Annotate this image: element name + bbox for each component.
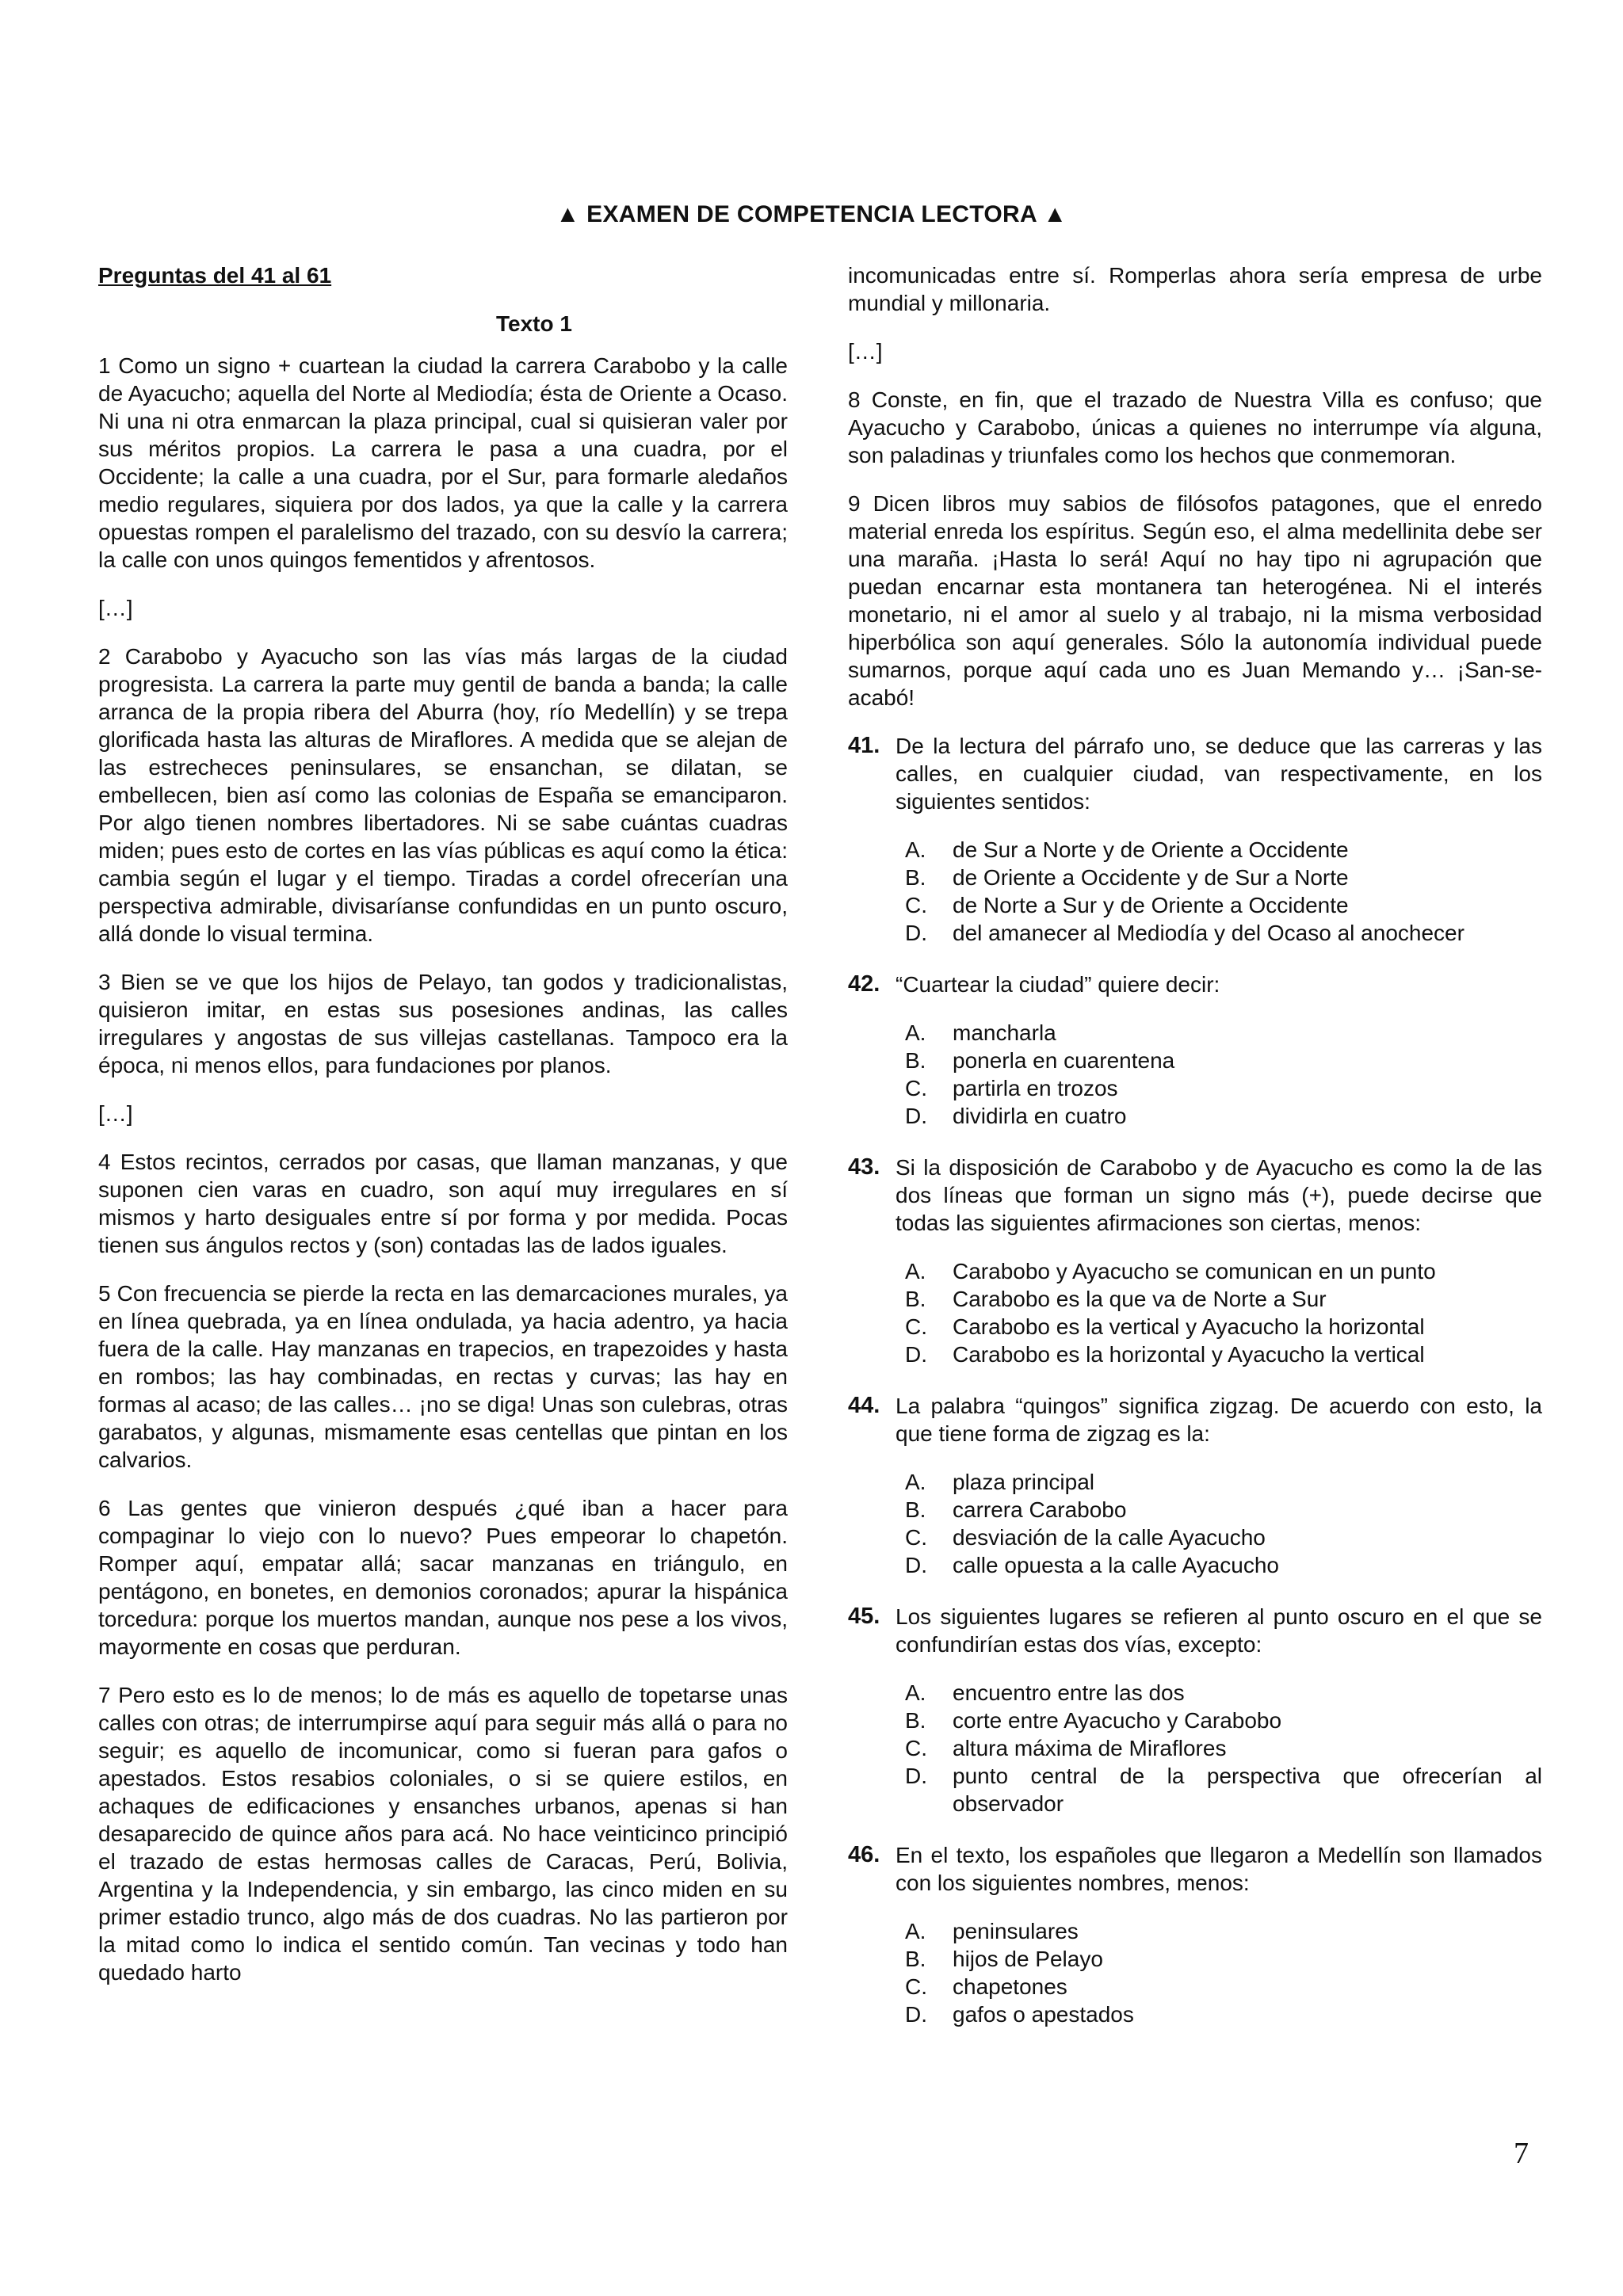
ellipsis-1: […] — [98, 596, 133, 620]
option-text: de Oriente a Occidente y de Sur a Norte — [953, 865, 1349, 890]
answer-option — [905, 919, 1542, 947]
option-letter: A. — [905, 1680, 926, 1705]
question-number: 41. — [848, 733, 880, 758]
question-stem — [848, 732, 1542, 815]
option-letter: A. — [905, 1919, 926, 1943]
option-text: mancharla — [953, 1020, 1056, 1045]
page-title: ▲ EXAMEN DE COMPETENCIA LECTORA ▲ — [556, 201, 1067, 227]
option-text: gafos o apestados — [953, 2002, 1134, 2027]
option-letter: D. — [905, 1764, 927, 1788]
answer-option — [905, 1945, 1542, 1973]
paragraph-2: 2 Carabobo y Ayacucho son las vías más largas de la ciudad progresista. La carrera la parte muy gentil de banda a banda; la calle arranca de la propia ribera del Aburra (hoy, río Medellín) y se trepa glorificada hasta las alturas de Miraflores. A medida que se alejan de las estrecheces peninsulares, se ensanchan, se dilatan, se embellecen, bien así como las colonias de España se emanciparon. Por algo tienen nombres libertadores. Ni se sabe cuántas cuadras miden; pues esto de cortes en las vías públicas es aquí como la ética: cambia según el lugar y el tiempo. Tiradas a cordel ofrecerían una perspectiva admirable, divisaríanse confundidas en un punto oscuro, allá donde lo visual termina. — [98, 644, 788, 946]
option-letter: D. — [905, 1104, 927, 1128]
paragraph-5: 5 Con frecuencia se pierde la recta en las demarcaciones murales, ya en línea quebrada, ya en línea ondulada, ya hacia adentro, ya hacia fuera de la calle. Hay manzanas en trapecios, en trapezoides y hasta en rombos; las hay combinadas, en rectas y curvas; las hay en formas al acaso; de las calles… ¡no se diga! Unas son culebras, otras garabatos, y algunas, mismamente esas centellas que pintan en los calvarios. — [98, 1281, 788, 1472]
answer-option — [905, 1102, 1542, 1130]
question-text: Los siguientes lugares se refieren al punto oscuro en el que se confundirían estas dos vías, excepto: — [896, 1604, 1542, 1657]
option-text: carrera Carabobo — [953, 1497, 1127, 1522]
answer-option — [905, 1313, 1542, 1341]
option-list — [905, 836, 1542, 947]
option-text: altura máxima de Miraflores — [953, 1736, 1227, 1760]
option-list — [905, 1468, 1542, 1579]
ellipsis-3: […] — [848, 339, 883, 364]
answer-option — [905, 1341, 1542, 1368]
answer-option — [905, 1257, 1542, 1285]
option-text: del amanecer al Mediodía y del Ocaso al anochecer — [953, 921, 1465, 945]
answer-option — [905, 1917, 1542, 1945]
question-text: “Cuartear la ciudad” quiere decir: — [896, 972, 1220, 997]
answer-option — [905, 1524, 1542, 1551]
question-text: De la lectura del párrafo uno, se deduce que las carreras y las calles, en cualquier ciudad, van respectivamente, en los siguientes sentidos: — [896, 734, 1542, 814]
option-list — [905, 1917, 1542, 2028]
option-letter: C. — [905, 1076, 927, 1100]
option-text: corte entre Ayacucho y Carabobo — [953, 1708, 1282, 1733]
option-letter: B. — [905, 1497, 926, 1522]
question-number: 46. — [848, 1842, 880, 1867]
paragraph-6: 6 Las gentes que vinieron después ¿qué iban a hacer para compaginar lo viejo con lo nuevo? Pues empeorar lo chapetón. Romper aquí, empatar allá; sacar manzanas en triángulo, en pentágono, en bonetes, en demonios coronados; apurar la hispánica torcedura: porque los muertos mandan, aunque nos pese a los vivos, mayormente en cosas que perduran. — [98, 1496, 788, 1659]
paragraph-3: 3 Bien se ve que los hijos de Pelayo, tan godos y tradicionalistas, quisieron imitar, en estas sus posesiones andinas, las calles irregulares y angostas de sus villejas castellanas. Tampoco era la época, ni menos ellos, para fundaciones por planos. — [98, 970, 788, 1077]
section-heading: Preguntas del 41 al 61 — [98, 263, 332, 288]
text-title: Texto 1 — [496, 311, 572, 336]
option-letter: B. — [905, 1048, 926, 1073]
option-text: hijos de Pelayo — [953, 1947, 1103, 1971]
answer-option — [905, 1679, 1542, 1707]
option-letter: B. — [905, 1708, 926, 1733]
question-46 — [848, 1841, 1542, 2028]
question-list — [848, 732, 1542, 2028]
option-letter: A. — [905, 837, 926, 862]
option-text: calle opuesta a la calle Ayacucho — [953, 1553, 1279, 1577]
option-text: de Norte a Sur y de Oriente a Occidente — [953, 893, 1349, 917]
option-letter: C. — [905, 893, 927, 917]
answer-option — [905, 1551, 1542, 1579]
answer-option — [905, 864, 1542, 891]
option-letter: B. — [905, 865, 926, 890]
question-42 — [848, 971, 1542, 1130]
answer-option — [905, 1285, 1542, 1313]
option-letter: D. — [905, 1342, 927, 1367]
option-letter: D. — [905, 2002, 927, 2027]
option-letter: C. — [905, 1314, 927, 1339]
option-text: chapetones — [953, 1974, 1067, 1999]
page-number: 7 — [1514, 2137, 1529, 2170]
option-letter: A. — [905, 1259, 926, 1283]
answer-option — [905, 1468, 1542, 1496]
question-stem — [848, 1392, 1542, 1447]
question-41 — [848, 732, 1542, 947]
question-number: 43. — [848, 1154, 880, 1180]
question-text: En el texto, los españoles que llegaron a Medellín son llamados con los siguientes nombres, menos: — [896, 1843, 1542, 1895]
option-list — [905, 1257, 1542, 1368]
paragraph-1: 1 Como un signo + cuartean la ciudad la carrera Carabobo y la calle de Ayacucho; aquella del Norte al Mediodía; ésta de Oriente a Ocaso. Ni una ni otra enmarcan la plaza principal, cual si quisieran valer por sus méritos propios. La carrera le pasa a una cuadra, por el Occidente; la calle a una cuadra, por el Sur, para formarle aledaños medio regulares, siquiera por dos lados, ya que la calle y la carrera opuestas rompen el paralelismo del trazado, con su desvío la carrera; la calle con unos quingos fementidos y afrentosos. — [98, 353, 788, 572]
option-list — [905, 1019, 1542, 1130]
option-letter: C. — [905, 1736, 927, 1760]
answer-option — [905, 1762, 1542, 1817]
answer-option — [905, 1019, 1542, 1047]
question-number: 44. — [848, 1393, 880, 1418]
paragraph-7: 7 Pero esto es lo de menos; lo de más es aquello de topetarse unas calles con otras; de interrumpirse aquí para seguir más allá o para no seguir; es aquello de incomunicar, como si fueran para gafos o apestados. Estos resabios coloniales, o si se quiere estilos, en achaques de edificaciones y ensanches urbanos, apenas si han desaparecido de quince años para acá. No hace veinticinco principió el trazado de estas hermosas calles de Caracas, Perú, Bolivia, Argentina y la Independencia, y sin embargo, las cinco miden en su primer estadio trunco, algo más de dos cuadras. No las partieron por la mitad como lo indica el sentido común. Tan vecinas y todo han quedado harto — [98, 1683, 788, 1985]
question-stem — [848, 1841, 1542, 1897]
paragraph-9: 9 Dicen libros muy sabios de filósofos patagones, que el enredo material enreda los espíritus. Según eso, el alma medellinita debe ser una maraña. ¡Hasta lo será! Aquí no hay tipo ni agrupación que puedan encarnar esta montanera tan heterogénea. Ni el interés monetario, ni el amor al suelo y al trabajo, ni la misma verbosidad hiperbólica son aquí generales. Sólo la autonomía individual puede sumarnos, porque aquí cada uno es Juan Memando y… ¡San-se-acabó! — [848, 491, 1542, 710]
option-text: Carabobo es la vertical y Ayacucho la horizontal — [953, 1314, 1425, 1339]
option-text: plaza principal — [953, 1470, 1094, 1494]
paragraph-7-continued: incomunicadas entre sí. Romperlas ahora sería empresa de urbe mundial y millonaria. — [848, 263, 1542, 315]
option-text: Carabobo es la que va de Norte a Sur — [953, 1287, 1327, 1311]
answer-option — [905, 891, 1542, 919]
option-letter: B. — [905, 1947, 926, 1971]
option-text: ponerla en cuarentena — [953, 1048, 1175, 1073]
option-letter: A. — [905, 1470, 926, 1494]
answer-option — [905, 1707, 1542, 1734]
answer-option — [905, 1074, 1542, 1102]
paragraph-8: 8 Conste, en fin, que el trazado de Nuestra Villa es confuso; que Ayacucho y Carabobo, únicas a quienes no interrumpe vía alguna, son paladinas y triunfales como los hechos que conmemoran. — [848, 387, 1542, 467]
option-text: partirla en trozos — [953, 1076, 1118, 1100]
answer-option — [905, 1496, 1542, 1524]
question-stem — [848, 971, 1542, 998]
option-text: encuentro entre las dos — [953, 1680, 1185, 1705]
option-text: desviación de la calle Ayacucho — [953, 1525, 1266, 1550]
option-letter: D. — [905, 921, 927, 945]
answer-option — [905, 836, 1542, 864]
paragraph-4: 4 Estos recintos, cerrados por casas, que llaman manzanas, y que suponen cien varas en cuadro, son aquí muy irregulares en sí mismos y harto desiguales entre sí por forma y por medida. Pocas tienen sus ángulos rectos y (son) contadas las de lados iguales. — [98, 1150, 788, 1257]
option-text: Carabobo es la horizontal y Ayacucho la vertical — [953, 1342, 1425, 1367]
ellipsis-2: […] — [98, 1101, 133, 1126]
question-number: 45. — [848, 1604, 880, 1629]
option-letter: C. — [905, 1525, 927, 1550]
option-text: Carabobo y Ayacucho se comunican en un punto — [953, 1259, 1436, 1283]
question-text: Si la disposición de Carabobo y de Ayacucho es como la de las dos líneas que forman un signo más (+), puede decirse que todas las siguientes afirmaciones son ciertas, menos: — [896, 1155, 1542, 1235]
option-letter: D. — [905, 1553, 927, 1577]
option-letter: C. — [905, 1974, 927, 1999]
answer-option — [905, 2000, 1542, 2028]
question-stem — [848, 1154, 1542, 1237]
question-44 — [848, 1392, 1542, 1579]
question-stem — [848, 1603, 1542, 1658]
option-letter: B. — [905, 1287, 926, 1311]
question-number: 42. — [848, 971, 880, 997]
option-letter: A. — [905, 1020, 926, 1045]
question-45 — [848, 1603, 1542, 1817]
right-column — [848, 261, 1542, 2052]
question-text: La palabra “quingos” significa zigzag. De acuerdo con esto, la que tiene forma de zigzag es la: — [896, 1394, 1542, 1446]
answer-option — [905, 1973, 1542, 2000]
left-column — [98, 261, 788, 2007]
option-text: dividirla en cuatro — [953, 1104, 1127, 1128]
option-text: de Sur a Norte y de Oriente a Occidente — [953, 837, 1349, 862]
option-list — [905, 1679, 1542, 1817]
question-43 — [848, 1154, 1542, 1368]
answer-option — [905, 1734, 1542, 1762]
option-text: punto central de la perspectiva que ofrecerían al observador — [953, 1764, 1542, 1816]
option-text: peninsulares — [953, 1919, 1079, 1943]
answer-option — [905, 1047, 1542, 1074]
